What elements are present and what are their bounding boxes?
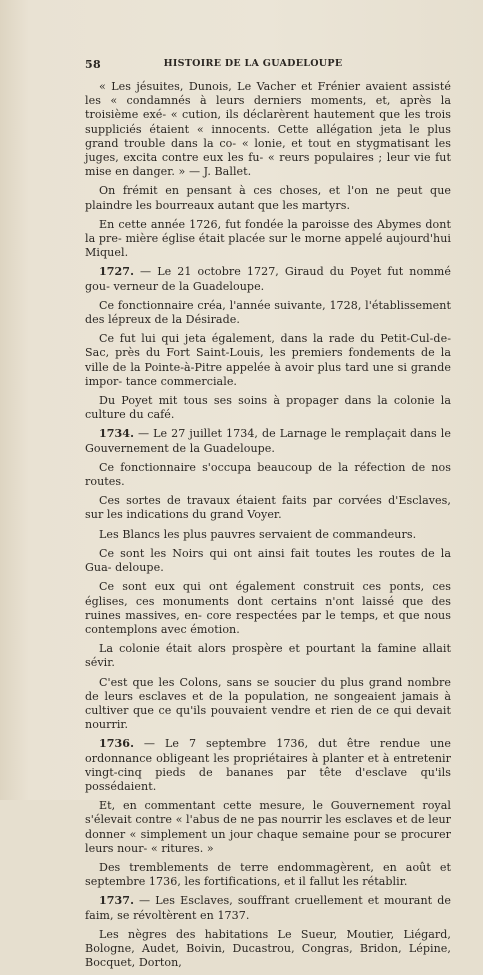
paragraph-text: « Les jésuites, Dunois, Le Vacher et Frénier avaient assisté les « condamnés à leurs derniers moments, et, après la troisième exé- « cution, ils déclarèrent hautement que les trois suppliciés étaient « innocents. Cette allégation jeta le plus grand trouble dans la co- « lonie, et tout en stygmatisant les juges, excita contre eux les fu- « reurs populaires ; leur vie fut mise en danger. » — J. Ballet. <box>85 80 451 179</box>
body-text <box>85 80 451 975</box>
paragraph <box>85 928 451 971</box>
paragraph <box>85 299 451 327</box>
running-header <box>85 58 451 71</box>
paragraph-text: Ce fonctionnaire créa, l'année suivante, 1728, l'établissement des lépreux de la Désirade. <box>85 298 451 327</box>
paragraph-text: Ces sortes de travaux étaient faits par corvées d'Esclaves, sur les indications du grand Voyer. <box>85 494 451 522</box>
paragraph-text: Ce fonctionnaire s'occupa beaucoup de la réfection de nos routes. <box>85 460 451 489</box>
paragraph <box>85 861 451 889</box>
paragraph <box>85 494 451 522</box>
paragraph <box>85 580 451 637</box>
paragraph-text: — Les Esclaves, souffrant cruellement et mourant de faim, se révoltèrent en 1737. <box>85 894 451 922</box>
paragraph-text: — Le 21 octobre 1727, Giraud du Poyet fut nommé gou- verneur de la Guadeloupe. <box>85 265 451 293</box>
year-heading: 1736. <box>99 737 134 751</box>
page-number: 58 <box>85 58 101 71</box>
paragraph <box>85 184 451 212</box>
year-heading: 1734. <box>99 427 134 441</box>
paragraph <box>85 676 451 733</box>
paragraph-text: Et, en commentant cette mesure, le Gouvernement royal s'élevait contre « l'abus de ne pas nourrir les esclaves et de leur donner « simplement un jour chaque semaine pour se procurer leurs nour- « ritures. » <box>85 799 451 855</box>
paragraph <box>85 894 451 922</box>
paragraph <box>85 332 451 389</box>
paragraph-text: — Le 7 septembre 1736, dut être rendue une ordonnance obligeant les propriétaires à planter et à entretenir vingt-cinq pieds de bananes par tête d'esclave qu'ils possédaient. <box>85 737 451 793</box>
paragraph <box>85 737 451 794</box>
paragraph <box>85 427 451 455</box>
paragraph-text: On frémit en pensant à ces choses, et l'on ne peut que plaindre les bourreaux autant que les martyrs. <box>85 184 451 212</box>
paragraph-text: Les nègres des habitations Le Sueur, Moutier, Liégard, Bologne, Audet, Boivin, Ducastrou, Congras, Bridon, Lépine, Bocquet, Dorton, <box>85 927 451 970</box>
paragraph-text: Du Poyet mit tous ses soins à propager dans la colonie la culture du café. <box>85 394 451 422</box>
paragraph <box>85 218 451 261</box>
paragraph <box>85 528 451 542</box>
paragraph <box>85 394 451 422</box>
paragraph-text: Les Blancs les plus pauvres servaient de commandeurs. <box>99 527 417 541</box>
paragraph-text: Des tremblements de terre endommagèrent, en août et septembre 1736, les fortifications, et il fallut les rétablir. <box>85 860 451 889</box>
paragraph <box>85 265 451 293</box>
paragraph <box>85 642 451 670</box>
paragraph-text: La colonie était alors prospère et pourtant la famine allait sévir. <box>85 642 451 670</box>
paragraph <box>85 80 451 179</box>
year-heading: 1737. <box>99 894 134 908</box>
paragraph-text: C'est que les Colons, sans se soucier du plus grand nombre de leurs esclaves et de la population, ne songeaient jamais à cultiver que ce qu'ils pouvaient vendre et rien de ce qui devait nourrir. <box>85 675 451 732</box>
year-heading: 1727. <box>99 265 134 279</box>
paragraph-text: Ce fut lui qui jeta également, dans la rade du Petit-Cul-de-Sac, près du Fort Saint-Louis, les premiers fondements de la ville de la Pointe-à-Pitre appelée à avoir plus tard une si grande impor- tance commerciale. <box>85 332 451 388</box>
paragraph <box>85 547 451 575</box>
paragraph-text: Ce sont eux qui ont également construit ces ponts, ces églises, ces monuments dont certains n'ont laissé que des ruines massives, en- core respectées par le temps, et que nous contemplons avec émotion. <box>85 580 451 636</box>
paragraph <box>85 799 451 856</box>
running-title: HISTOIRE DE LA GUADELOUPE <box>163 58 343 69</box>
paragraph <box>85 461 451 489</box>
paragraph-text: Ce sont les Noirs qui ont ainsi fait toutes les routes de la Gua- deloupe. <box>85 546 451 575</box>
paragraph-text: — Le 27 juillet 1734, de Larnage le remplaçait dans le Gouvernement de la Guadeloupe. <box>85 427 451 455</box>
paragraph-text: En cette année 1726, fut fondée la paroisse des Abymes dont la pre- mière église était placée sur le morne appelé aujourd'hui Miquel. <box>85 217 451 260</box>
